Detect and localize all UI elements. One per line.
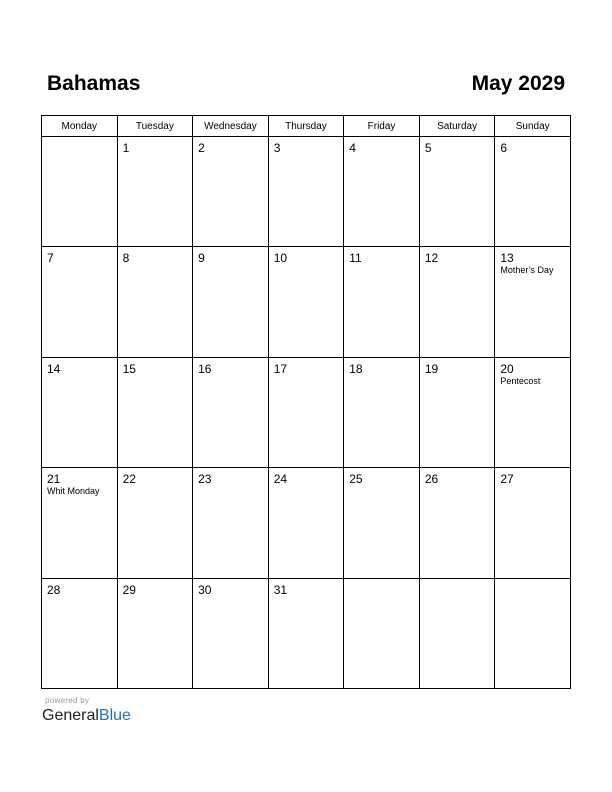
day-number: 16	[198, 361, 212, 376]
day-number: 28	[47, 582, 61, 597]
country-title: Bahamas	[47, 72, 141, 95]
day-cell	[117, 247, 193, 357]
week-row	[42, 137, 571, 247]
day-number: 1	[122, 141, 130, 155]
day-number: 15	[122, 361, 136, 376]
day-cell	[42, 468, 118, 578]
day-number: 20	[500, 361, 514, 376]
day-cell	[268, 468, 344, 578]
day-cell	[344, 468, 420, 578]
day-number: 4	[349, 141, 356, 155]
month-year-title: May 2029	[471, 72, 565, 95]
day-number: 31	[273, 582, 288, 597]
brand-logo	[42, 706, 131, 726]
day-number: 27	[500, 472, 514, 487]
day-cell	[419, 247, 495, 357]
day-number: 13	[500, 251, 514, 266]
week-row	[42, 247, 571, 357]
day-number: 3	[273, 141, 281, 155]
day-cell	[344, 137, 420, 247]
day-number: 12	[424, 251, 439, 266]
day-cell	[193, 578, 269, 688]
weekday-header: Sunday	[495, 116, 571, 137]
day-cell	[268, 137, 344, 247]
day-cell	[495, 247, 571, 357]
weekday-header: Wednesday	[193, 116, 269, 137]
day-number: 23	[198, 472, 212, 487]
day-cell	[117, 357, 193, 467]
week-row	[42, 578, 571, 688]
day-cell	[419, 468, 495, 578]
day-cell	[268, 247, 344, 357]
day-cell	[344, 578, 420, 688]
weekday-header: Thursday	[268, 116, 344, 137]
day-number: 11	[349, 251, 362, 266]
day-cell	[117, 468, 193, 578]
day-cell	[344, 357, 420, 467]
weekday-header: Friday	[344, 116, 420, 137]
day-cell	[495, 137, 571, 247]
weekday-header: Saturday	[419, 116, 495, 137]
week-row	[42, 357, 571, 467]
day-cell	[193, 357, 269, 467]
day-cell	[419, 357, 495, 467]
day-cell	[42, 247, 118, 357]
day-number	[42, 137, 117, 141]
day-cell	[268, 357, 344, 467]
footer-branding	[42, 696, 131, 726]
weekday-header: Monday	[42, 116, 118, 137]
day-number	[420, 579, 495, 583]
day-number: 17	[273, 361, 288, 376]
day-cell	[42, 357, 118, 467]
day-number: 25	[349, 472, 363, 487]
day-cell	[193, 468, 269, 578]
day-cell	[193, 247, 269, 357]
day-number: 9	[198, 251, 205, 266]
day-number: 24	[273, 472, 288, 487]
holiday-label: Pentecost	[500, 375, 541, 386]
day-cell	[495, 357, 571, 467]
brand-logo-blue: Blue	[98, 707, 131, 724]
day-number: 22	[122, 472, 136, 487]
day-number	[495, 579, 570, 583]
day-number: 18	[349, 361, 363, 376]
brand-logo-general: General	[42, 707, 99, 724]
day-number: 6	[500, 141, 508, 155]
day-cell	[42, 137, 118, 247]
holiday-label: Whit Monday	[47, 486, 100, 497]
day-number: 14	[47, 361, 61, 376]
day-number: 5	[424, 141, 432, 155]
day-cell	[419, 137, 495, 247]
day-cell	[419, 578, 495, 688]
day-number: 30	[198, 582, 212, 597]
day-cell	[268, 578, 344, 688]
day-cell	[495, 468, 571, 578]
day-number: 2	[198, 141, 205, 155]
week-row	[42, 468, 571, 578]
day-cell	[344, 247, 420, 357]
day-number: 8	[122, 251, 130, 266]
day-cell	[193, 137, 269, 247]
holiday-label: Mother’s Day	[500, 265, 554, 276]
day-number: 7	[47, 251, 54, 266]
day-number: 10	[273, 251, 288, 266]
day-number: 19	[424, 361, 439, 376]
day-cell	[495, 578, 571, 688]
day-cell	[117, 137, 193, 247]
calendar-grid	[41, 115, 571, 689]
weekday-header: Tuesday	[117, 116, 193, 137]
day-cell	[117, 578, 193, 688]
day-number: 26	[424, 472, 439, 487]
day-cell	[42, 578, 118, 688]
day-number: 21	[47, 472, 61, 487]
day-number: 29	[122, 582, 136, 597]
powered-by-text: powered by	[45, 696, 90, 705]
day-number	[344, 579, 419, 583]
weekday-header-row	[42, 116, 571, 137]
